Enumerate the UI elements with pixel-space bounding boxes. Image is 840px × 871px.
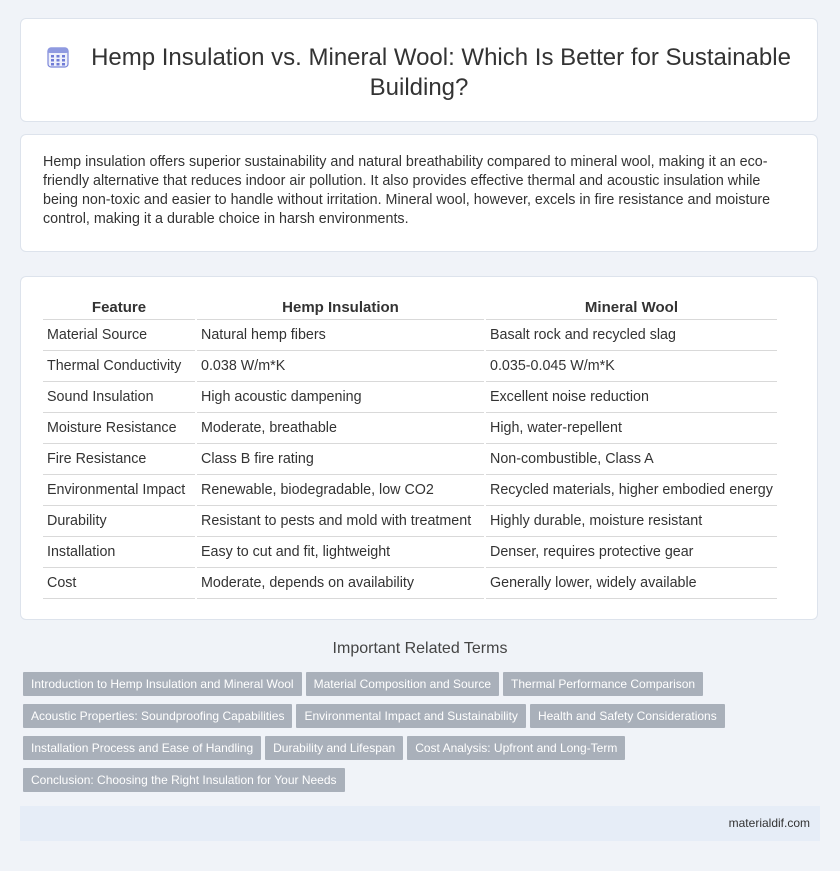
footer	[20, 806, 820, 841]
table-cell: Basalt rock and recycled slag	[486, 320, 777, 351]
table-cell: 0.035-0.045 W/m*K	[486, 351, 777, 382]
related-term-tag[interactable]: Environmental Impact and Sustainability	[296, 704, 525, 728]
column-header-hemp: Hemp Insulation	[197, 295, 484, 320]
table-cell: Renewable, biodegradable, low CO2	[197, 475, 484, 506]
table-cell: Recycled materials, higher embodied energy	[486, 475, 777, 506]
column-header-mineral-wool: Mineral Wool	[486, 295, 777, 320]
table-cell: Installation	[43, 537, 195, 568]
table-cell: Moderate, depends on availability	[197, 568, 484, 599]
related-term-tag[interactable]: Thermal Performance Comparison	[503, 672, 703, 696]
title-card	[20, 18, 818, 122]
table-cell: Material Source	[43, 320, 195, 351]
table-cell: Fire Resistance	[43, 444, 195, 475]
table-row	[43, 475, 777, 506]
table-cell: Resistant to pests and mold with treatment	[197, 506, 484, 537]
column-header-feature: Feature	[43, 295, 195, 320]
table-cell: Natural hemp fibers	[197, 320, 484, 351]
table-cell: Non-combustible, Class A	[486, 444, 777, 475]
table-cell: High, water-repellent	[486, 413, 777, 444]
table-cell: Generally lower, widely available	[486, 568, 777, 599]
footer-site-link[interactable]: materialdif.com	[728, 816, 810, 830]
page-title: Hemp Insulation vs. Mineral Wool: Which Is Better for Sustainable Building?	[91, 44, 791, 101]
table-row	[43, 506, 777, 537]
table-cell: 0.038 W/m*K	[197, 351, 484, 382]
related-term-tag[interactable]: Health and Safety Considerations	[530, 704, 725, 728]
title-row	[45, 43, 793, 103]
table-cell: Durability	[43, 506, 195, 537]
table-row	[43, 351, 777, 382]
table-header-row	[43, 295, 777, 320]
table-cell: Sound Insulation	[43, 382, 195, 413]
related-term-tag[interactable]: Durability and Lifespan	[265, 736, 403, 760]
related-term-tag[interactable]: Acoustic Properties: Soundproofing Capabilities	[23, 704, 292, 728]
table-row	[43, 444, 777, 475]
related-term-tag[interactable]: Conclusion: Choosing the Right Insulation for Your Needs	[23, 768, 345, 792]
intro-paragraph: Hemp insulation offers superior sustainability and natural breathability compared to mineral wool, making it an eco-friendly alternative that reduces indoor air pollution. It also provides effective thermal and acoustic insulation while being non-toxic and easier to handle without irritation. Mineral wool, however, excels in fire resistance and moisture control, making it a durable choice in harsh environments.	[43, 154, 771, 227]
table-cell: Highly durable, moisture resistant	[486, 506, 777, 537]
table-cell: Moisture Resistance	[43, 413, 195, 444]
table-cell: Moderate, breathable	[197, 413, 484, 444]
table-cell: Easy to cut and fit, lightweight	[197, 537, 484, 568]
table-cell: Excellent noise reduction	[486, 382, 777, 413]
related-term-tag[interactable]: Cost Analysis: Upfront and Long-Term	[407, 736, 625, 760]
intro-card	[20, 134, 818, 252]
table-cell: Denser, requires protective gear	[486, 537, 777, 568]
related-term-tag[interactable]: Material Composition and Source	[306, 672, 499, 696]
table-cell: Cost	[43, 568, 195, 599]
related-term-tag[interactable]: Installation Process and Ease of Handling	[23, 736, 261, 760]
table-row	[43, 382, 777, 413]
comparison-table-card	[20, 276, 818, 620]
table-cell: High acoustic dampening	[197, 382, 484, 413]
comparison-table	[41, 295, 779, 599]
calendar-grid-icon	[47, 46, 69, 68]
related-term-tag[interactable]: Introduction to Hemp Insulation and Mineral Wool	[23, 672, 302, 696]
table-row	[43, 320, 777, 351]
table-row	[43, 413, 777, 444]
table-row	[43, 568, 777, 599]
table-cell: Class B fire rating	[197, 444, 484, 475]
related-terms-heading: Important Related Terms	[332, 640, 508, 657]
related-terms-tags	[23, 672, 783, 800]
table-cell: Environmental Impact	[43, 475, 195, 506]
table-row	[43, 537, 777, 568]
table-cell: Thermal Conductivity	[43, 351, 195, 382]
